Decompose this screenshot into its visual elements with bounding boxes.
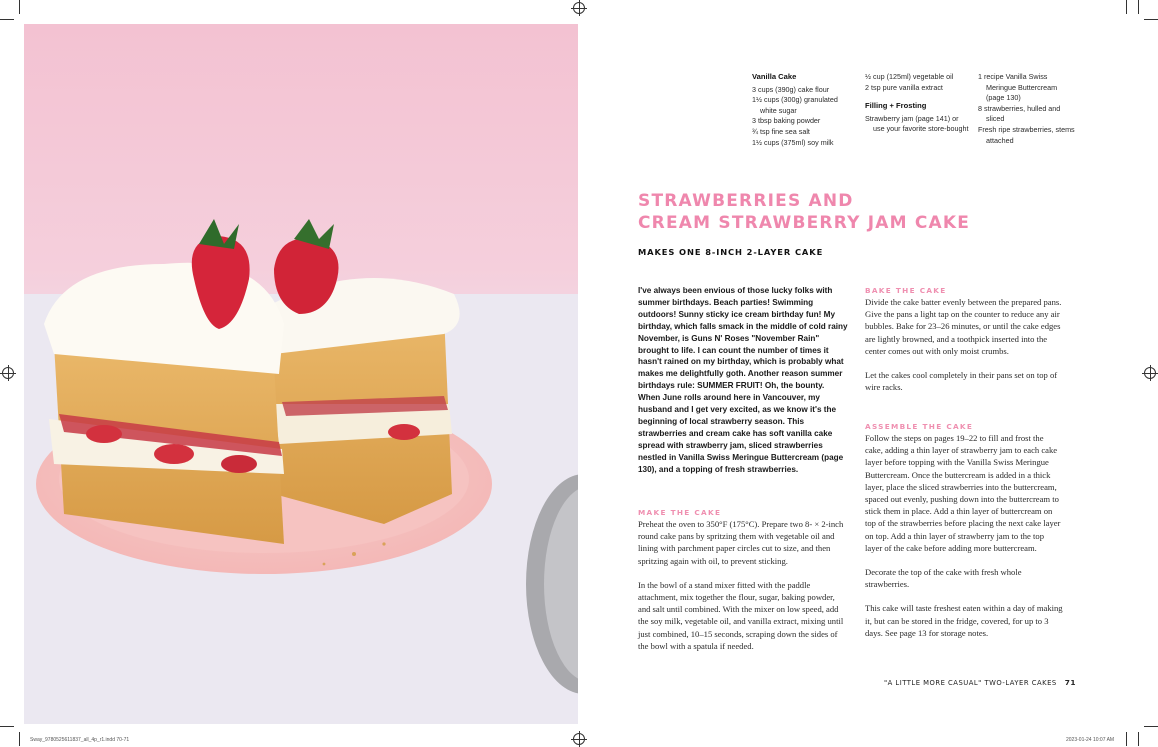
- ingredient: ½ cup (125ml) vegetable oil: [865, 72, 954, 81]
- registration-mark-icon: [2, 367, 14, 379]
- ingredient: 8 strawberries, hulled and sliced: [978, 103, 1061, 124]
- print-slug-left: Sway_9780525611837_all_4p_r1.indd 70-71: [30, 737, 130, 743]
- crop-mark: [1126, 0, 1127, 14]
- title-line: STRAWBERRIES AND: [638, 191, 854, 211]
- ingredient: 1 recipe Vanilla Swiss Meringue Buttercream (page 130): [978, 72, 1058, 103]
- ingredient: 3 tbsp baking powder: [752, 116, 821, 126]
- ingredient: 2 tsp pure vanilla extract: [865, 82, 943, 92]
- running-head: "A LITTLE MORE CASUAL" TWO-LAYER CAKES: [884, 679, 1057, 687]
- crop-mark: [19, 0, 20, 14]
- section-heading-make: MAKE THE CAKE: [638, 508, 722, 517]
- crop-mark: [0, 726, 14, 727]
- registration-mark-icon: [573, 2, 585, 14]
- paragraph: Let the cakes cool completely in their pans set on top of wire racks.: [865, 370, 1058, 393]
- ingredient: 1½ cups (300g) granulated white sugar: [752, 95, 838, 115]
- section-assemble-body: [865, 432, 1063, 651]
- cake-photo: [24, 24, 578, 724]
- ingredients-subheading: Filling + Frosting: [865, 101, 927, 111]
- recipe-title: [638, 190, 1038, 234]
- paragraph: Preheat the oven to 350°F (175°C). Prepare two 8- × 2-inch round cake pans by spritzing them with vegetable oil and lining with parchment paper circles cut to size, and then spritzing again with oil, to prevent sticking.: [638, 519, 844, 566]
- crop-mark: [1138, 732, 1139, 746]
- ingredients-column-3: [978, 72, 1076, 146]
- crop-mark: [1144, 726, 1158, 727]
- registration-mark-icon: [1144, 367, 1156, 379]
- print-slug-right: 2023-01-24 10:07 AM: [1066, 737, 1115, 743]
- running-footer: [884, 678, 1076, 687]
- paragraph: Decorate the top of the cake with fresh whole strawberries.: [865, 567, 1022, 590]
- paragraph: In the bowl of a stand mixer fitted with the paddle attachment, mix together the flour, sugar, baking powder, and salt until combined. With the mixer on low speed, add the soy milk, vegetable oil, and vanilla extract, mixing until just combined, 10–15 seconds, scraping down the sides of the bowl with a spatula if needed.: [638, 579, 844, 651]
- ingredient: Strawberry jam (page 141) or use your favorite store-bought: [865, 113, 969, 134]
- section-heading-bake: BAKE THE CAKE: [865, 286, 947, 295]
- crop-mark: [1144, 19, 1158, 20]
- registration-mark-icon: [573, 733, 585, 745]
- section-bake-body: [865, 296, 1063, 405]
- ingredient: 1½ cups (375ml) soy milk: [752, 137, 834, 147]
- ingredient: 3 cups (390g) cake flour: [752, 84, 830, 94]
- section-make-body: [638, 518, 845, 664]
- paragraph: This cake will taste freshest eaten within a day of making it, but can be stored in the fridge, covered, for up to 3 days. See page 13 for storage notes.: [865, 603, 1063, 638]
- recipe-intro: I've always been envious of those lucky folks with summer birthdays. Beach parties! Swimming outdoors! Sunny sticky ice cream birthday fun! My birthday, which falls smack in the middle of cold rainy November, is Guns N' Roses "November Rain" brought to life. I can count the number of times it hasn't rained on my birthday, which is probably what makes me delightfully goth. Another reason summer birthdays rule: SUMMER FRUIT! Oh, the bounty. When June rolls around here in Vancouver, my husband and I get very excited, as we know it's the beginning of local strawberry season. This strawberries and cream cake has soft vanilla cake spread with strawberry jam, sliced strawberries nestled in Vanilla Swiss Meringue Buttercream (page 130), and a topping of fresh strawberries.: [638, 286, 848, 474]
- paragraph: Follow the steps on pages 19–22 to fill and frost the cake, adding a thin layer of strawberry jam to each cake layer before topping with the Vanilla Swiss Meringue Buttercream. Once the buttercream is added in a thick layer, place the sliced strawberries into the buttercream, spaced out evenly, pushing down into the buttercream to stick them in place. Add a thin layer of buttercream on top of the strawberries before placing the next cake layer on top. Add a thin layer of strawberry jam to the top layer of the cake before adding more buttercream.: [865, 433, 1061, 553]
- section-heading-assemble: ASSEMBLE THE CAKE: [865, 422, 974, 431]
- crop-mark: [19, 732, 20, 746]
- paragraph: Divide the cake batter evenly between the prepared pans. Give the pans a light tap on the counter to reduce any air bubbles. Bake for 23–26 minutes, or until the cake edges are lightly browned, and a toothpick inserted into the center comes out with only moist crumbs.: [865, 297, 1062, 356]
- crop-mark: [0, 19, 14, 20]
- ingredient: Fresh ripe strawberries, stems attached: [978, 124, 1075, 145]
- recipe-yield: MAKES ONE 8-INCH 2-LAYER CAKE: [638, 247, 824, 257]
- ingredients-heading: Vanilla Cake: [752, 72, 797, 81]
- cake-illustration: [24, 24, 578, 724]
- title-line: CREAM STRAWBERRY JAM CAKE: [638, 213, 971, 233]
- ingredient: ¾ tsp fine sea salt: [752, 126, 810, 136]
- crop-mark: [1126, 732, 1127, 746]
- crop-mark: [1138, 0, 1139, 14]
- ingredients-column-2: [865, 72, 970, 135]
- page-number: 71: [1064, 678, 1076, 687]
- ingredients-column-1: [752, 72, 852, 148]
